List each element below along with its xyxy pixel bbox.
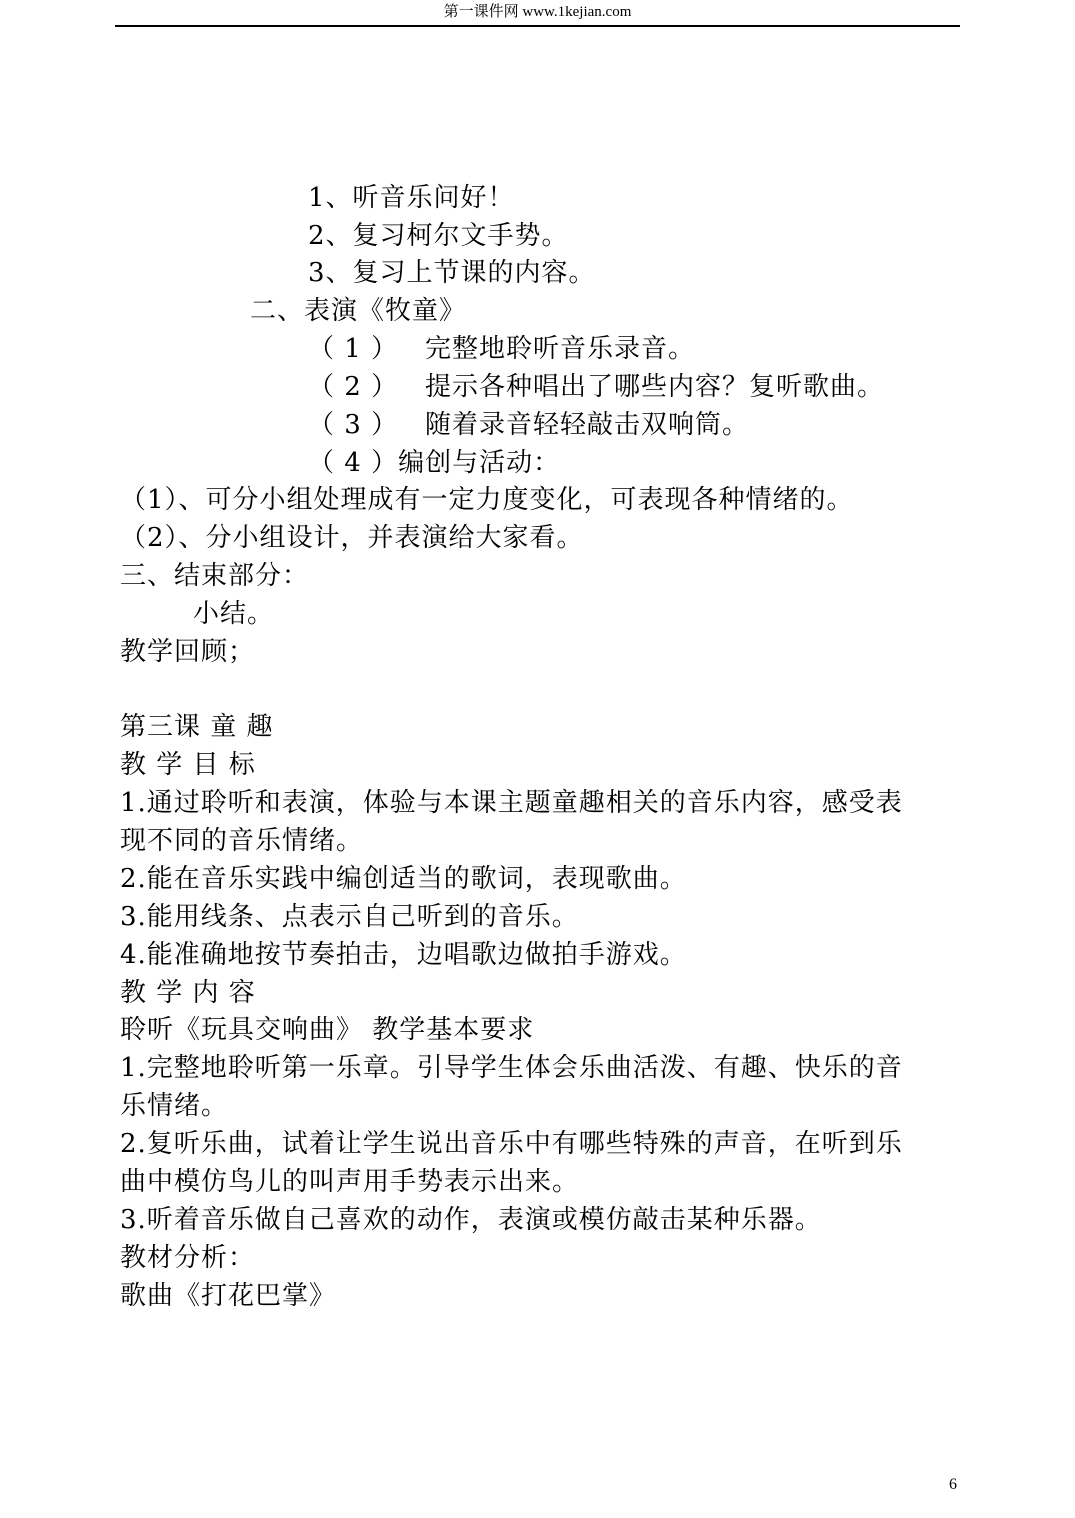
step-number: （ 3 ） bbox=[308, 410, 399, 440]
body-line: 1.通过聆听和表演，体验与本课主题童趣相关的音乐内容，感受表 bbox=[120, 788, 903, 818]
step-text: 随着录音轻轻敲击双响筒。 bbox=[425, 410, 750, 440]
step-heading: （ 4 ）编创与活动： bbox=[308, 448, 561, 478]
page-header: 第一课件网 www.1kejian.com bbox=[443, 4, 632, 20]
body-line: 现不同的音乐情绪。 bbox=[120, 826, 364, 856]
header-divider bbox=[115, 25, 960, 27]
body-line: 2、复习柯尔文手势。 bbox=[308, 221, 569, 251]
section-heading: 二、表演《牧童》 bbox=[250, 296, 467, 326]
page-number: 6 bbox=[949, 1476, 957, 1493]
body-line: 曲中模仿鸟儿的叫声用手势表示出来。 bbox=[120, 1167, 580, 1197]
step-text: 提示各种唱出了哪些内容？复听歌曲。 bbox=[425, 372, 885, 402]
body-line: 2.复听乐曲，试着让学生说出音乐中有哪些特殊的声音，在听到乐 bbox=[120, 1129, 903, 1159]
body-line: 4.能准确地按节奏拍击，边唱歌边做拍手游戏。 bbox=[120, 940, 687, 970]
section-heading: 教材分析： bbox=[120, 1243, 256, 1273]
body-line: 1.完整地聆听第一乐章。引导学生体会乐曲活泼、有趣、快乐的音 bbox=[120, 1053, 903, 1083]
lesson-title: 第三课 童 趣 bbox=[120, 712, 274, 742]
section-heading: 教 学 目 标 bbox=[120, 750, 256, 780]
step-number: （ 2 ） bbox=[308, 372, 399, 402]
body-line: 3、复习上节课的内容。 bbox=[308, 258, 596, 288]
section-heading: 三、结束部分： bbox=[120, 561, 310, 591]
body-line: 小结。 bbox=[193, 599, 275, 629]
step-text: 完整地聆听音乐录音。 bbox=[425, 334, 696, 364]
body-line: 3.听着音乐做自己喜欢的动作，表演或模仿敲击某种乐器。 bbox=[120, 1205, 822, 1235]
body-line: 聆听《玩具交响曲》 教学基本要求 bbox=[120, 1015, 535, 1045]
body-line: 1、听音乐问好！ bbox=[308, 183, 515, 213]
body-line: 教学回顾； bbox=[120, 637, 256, 667]
step-number: （ 1 ） bbox=[308, 334, 399, 364]
body-line: （2）、分小组设计，并表演给大家看。 bbox=[120, 523, 584, 553]
body-line: 2.能在音乐实践中编创适当的歌词，表现歌曲。 bbox=[120, 864, 687, 894]
section-heading: 教 学 内 容 bbox=[120, 978, 256, 1008]
body-line: 乐情绪。 bbox=[120, 1091, 229, 1121]
body-line: （1）、可分小组处理成有一定力度变化，可表现各种情绪的。 bbox=[120, 485, 854, 515]
body-line: 歌曲《打花巴掌》 bbox=[120, 1281, 337, 1311]
body-line: 3.能用线条、点表示自己听到的音乐。 bbox=[120, 902, 579, 932]
